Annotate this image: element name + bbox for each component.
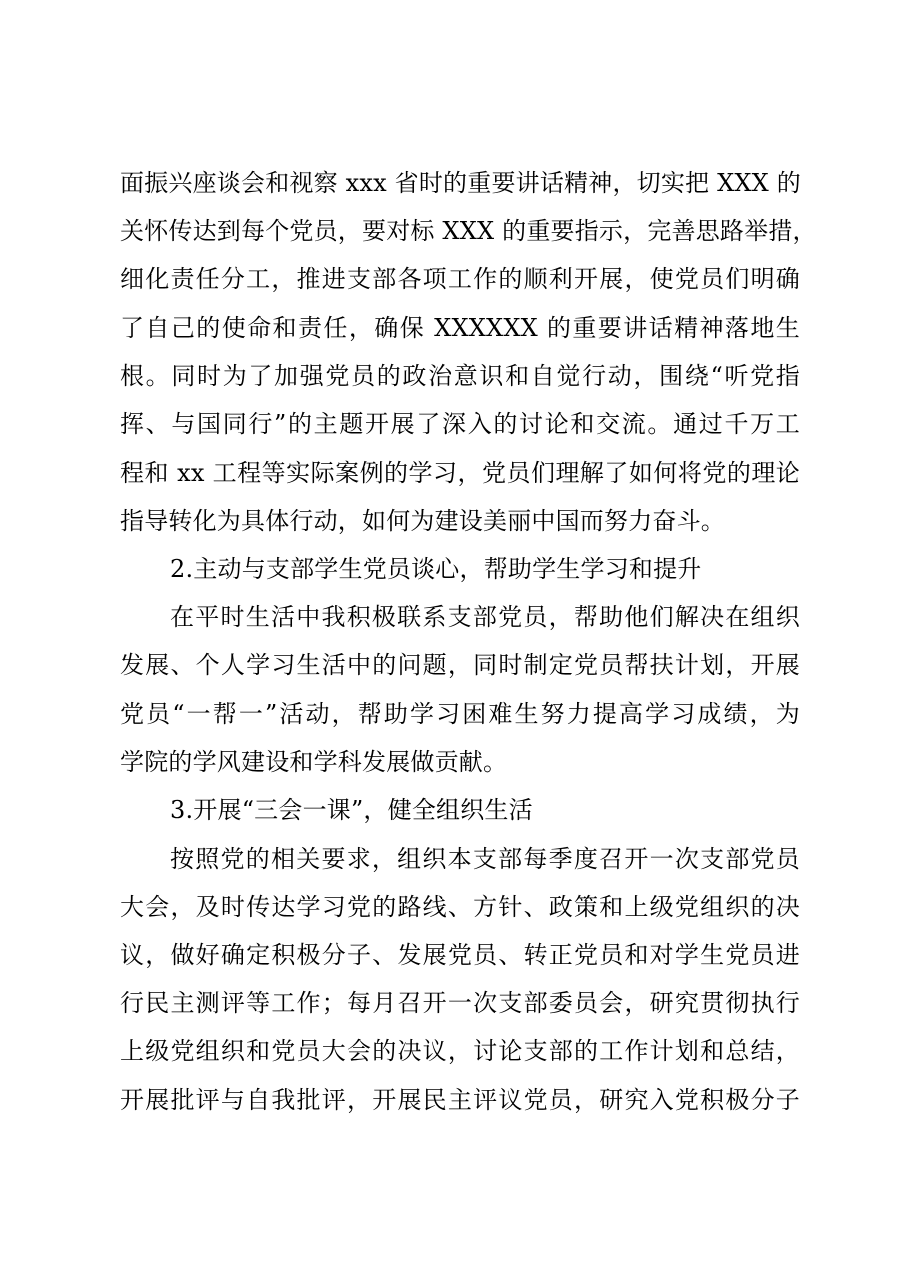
text-line: 了自己的使命和责任，确保 XXXXXX 的重要讲话精神落地生 bbox=[120, 314, 800, 342]
text-line: 学院的学风建设和学科发展做贡献。 bbox=[120, 748, 508, 776]
text-line: 在平时生活中我积极联系支部党员，帮助他们解决在组织 bbox=[170, 603, 800, 631]
text-line: 开展批评与自我批评，开展民主评议党员，研究入党积极分子 bbox=[120, 1086, 800, 1114]
text-line: 上级党组织和党员大会的决议，讨论支部的工作计划和总结， bbox=[120, 1037, 800, 1065]
section-heading: 2.主动与支部学生党员谈心，帮助学生学习和提升 bbox=[170, 555, 702, 583]
text-line: 行民主测评等工作；每月召开一次支部委员会，研究贯彻执行 bbox=[120, 989, 800, 1017]
text-line: 细化责任分工，推进支部各项工作的顺利开展，使党员们明确 bbox=[120, 265, 800, 293]
text-line: 按照党的相关要求，组织本支部每季度召开一次支部党员 bbox=[170, 845, 800, 873]
text-line: 议，做好确定积极分子、发展党员、转正党员和对学生党员进 bbox=[120, 941, 800, 969]
section-heading: 3.开展“三会一课”，健全组织生活 bbox=[170, 796, 533, 824]
text-line: 挥、与国同行”的主题开展了深入的讨论和交流。通过千万工 bbox=[120, 410, 800, 438]
text-line: 发展、个人学习生活中的问题，同时制定党员帮扶计划，开展 bbox=[120, 651, 800, 679]
text-line: 关怀传达到每个党员，要对标 XXX 的重要指示，完善思路举措， bbox=[120, 217, 817, 245]
text-line: 党员“一帮一”活动，帮助学习困难生努力提高学习成绩，为 bbox=[120, 700, 800, 728]
text-line: 面振兴座谈会和视察 xxx 省时的重要讲话精神，切实把 XXX 的 bbox=[120, 169, 801, 197]
text-line: 程和 xx 工程等实际案例的学习，党员们理解了如何将党的理论 bbox=[120, 459, 800, 487]
text-line: 指导转化为具体行动，如何为建设美丽中国而努力奋斗。 bbox=[120, 507, 725, 535]
text-line: 根。同时为了加强党员的政治意识和自觉行动，围绕“听党指 bbox=[120, 362, 800, 390]
text-line: 大会，及时传达学习党的路线、方针、政策和上级党组织的决 bbox=[120, 893, 800, 921]
